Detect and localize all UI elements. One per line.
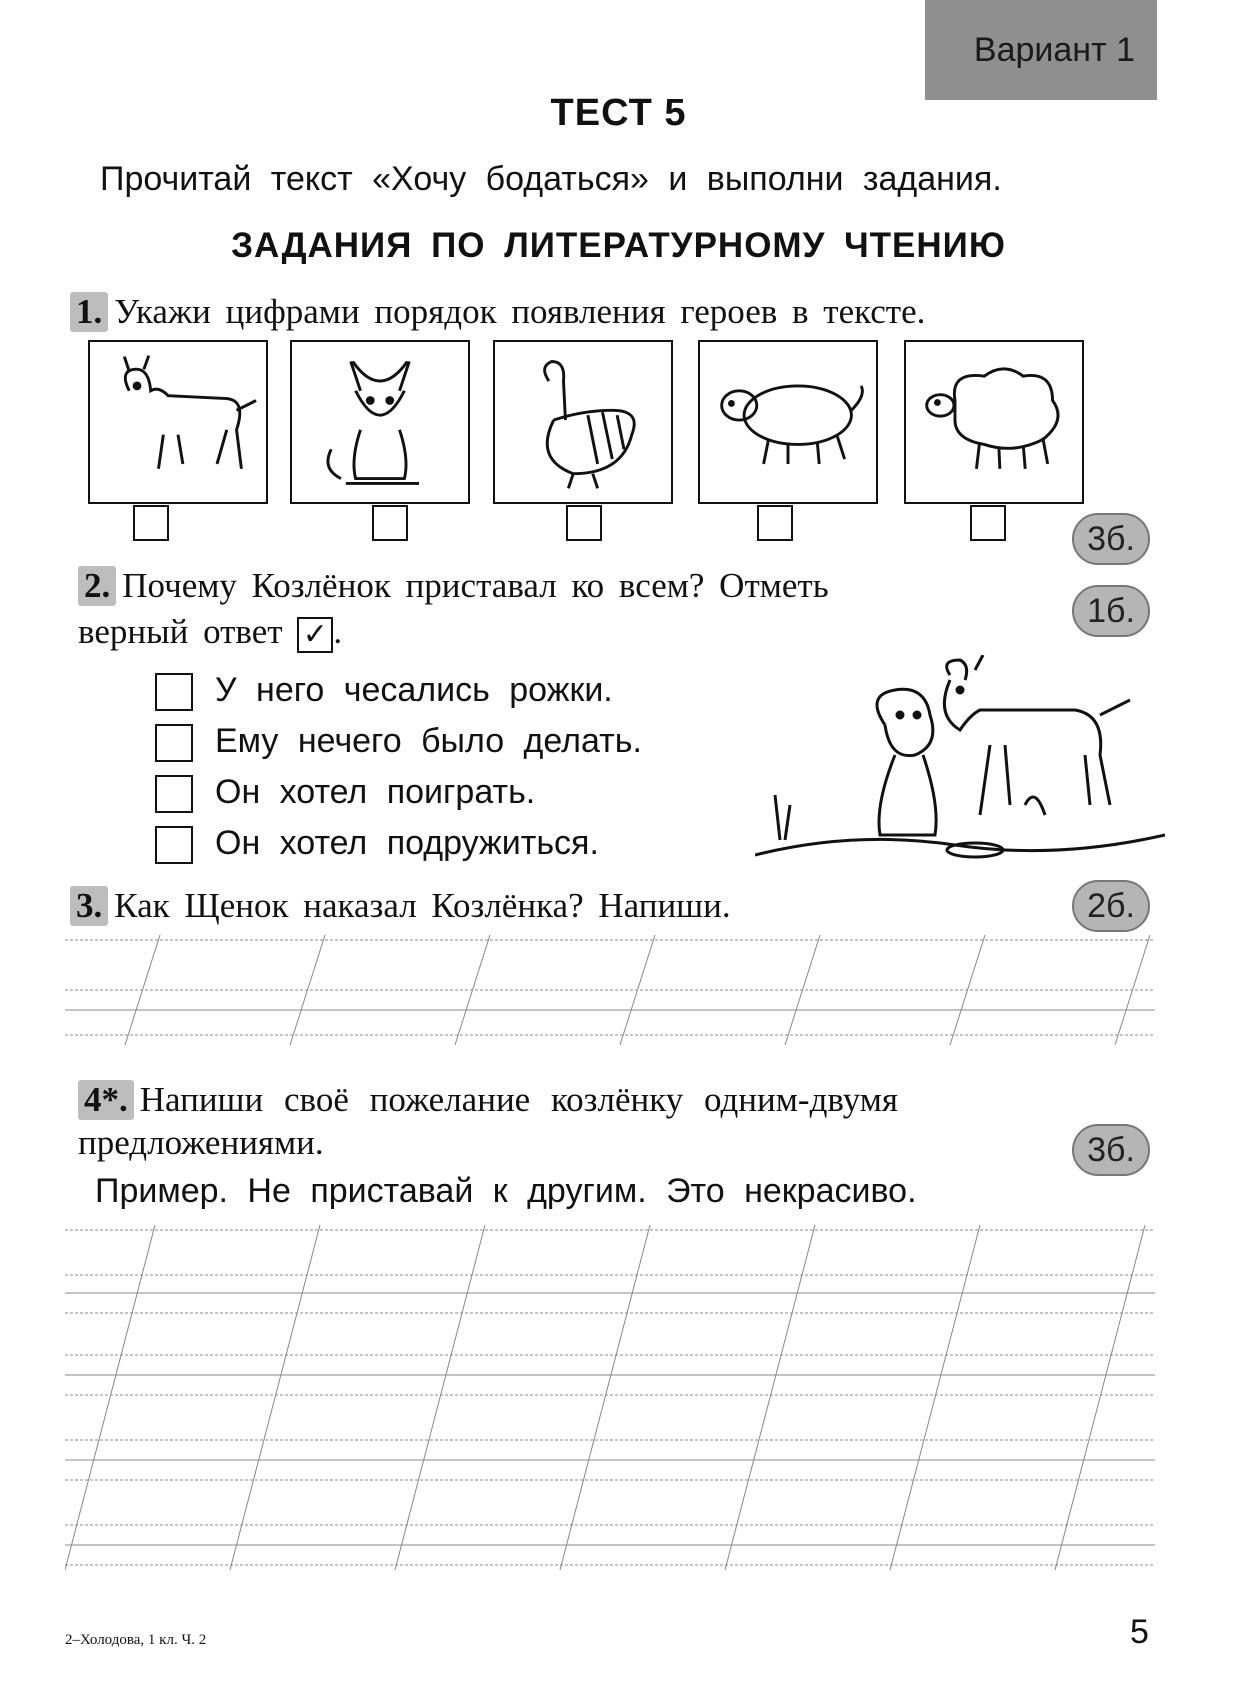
answer-lines-task3[interactable] xyxy=(65,935,1155,1045)
check-mark-icon: ✓ xyxy=(297,617,333,653)
task4-text-line2: предложениями. xyxy=(78,1123,324,1162)
task4-number: 4*. xyxy=(78,1080,134,1120)
task3-number: 3. xyxy=(70,886,108,926)
illustration-puppy-and-goat xyxy=(755,655,1165,875)
task1-heading xyxy=(70,292,925,332)
turkey-icon xyxy=(495,342,671,502)
order-box-5[interactable] xyxy=(970,505,1006,541)
task2-score: 1б. xyxy=(1072,585,1150,637)
answer-option-4-text: Он хотел подружиться. xyxy=(215,824,599,862)
footer-text: 2–Холодова, 1 кл. Ч. 2 xyxy=(65,1632,207,1648)
task3-heading xyxy=(70,886,731,926)
test-title: ТЕСТ 5 xyxy=(550,92,687,134)
order-box-4[interactable] xyxy=(757,505,793,541)
task2-heading xyxy=(78,566,829,606)
writing-lines-task4 xyxy=(65,1225,1155,1570)
task2-period: . xyxy=(333,612,343,651)
task2-text-line1: Почему Козлёнок приставал ко всем? Отметь xyxy=(122,566,829,605)
writing-lines-task3 xyxy=(65,935,1155,1045)
task2-text-line2: верный ответ xyxy=(78,612,283,651)
picture-turkey xyxy=(493,340,673,504)
task2-number: 2. xyxy=(78,566,116,606)
sheep-icon xyxy=(906,342,1082,502)
answer-option-2-text: Ему нечего было делать. xyxy=(215,722,642,760)
goat-icon xyxy=(90,342,266,502)
answer-option-1-text: У него чесались рожки. xyxy=(215,671,613,709)
answer-option-2[interactable] xyxy=(155,722,642,766)
task4-text-line1: Напиши своё пожелание козлёнку одним-двумя xyxy=(139,1080,898,1119)
picture-wolf xyxy=(290,340,470,504)
task1-number: 1. xyxy=(70,292,108,332)
task1-score: 3б. xyxy=(1072,513,1150,565)
answer-checkbox-1[interactable] xyxy=(155,673,193,711)
puppy-and-goat-icon xyxy=(755,655,1165,875)
picture-pig xyxy=(698,340,878,504)
answer-checkbox-2[interactable] xyxy=(155,724,193,762)
task3-text: Как Щенок наказал Козлёнка? Напиши. xyxy=(114,886,731,925)
order-box-2[interactable] xyxy=(372,505,408,541)
wolf-icon xyxy=(292,342,468,502)
intro-text: Прочитай текст «Хочу бодаться» и выполни задания. xyxy=(100,160,1002,198)
picture-sheep xyxy=(904,340,1084,504)
answer-option-3-text: Он хотел поиграть. xyxy=(215,773,536,811)
task4-example: Пример. Не приставай к другим. Это некрасиво. xyxy=(95,1172,917,1210)
variant-label: Вариант 1 xyxy=(925,0,1157,100)
page-number: 5 xyxy=(1130,1613,1149,1651)
task3-score: 2б. xyxy=(1072,880,1150,932)
task4-score: 3б. xyxy=(1072,1124,1150,1176)
order-box-3[interactable] xyxy=(566,505,602,541)
picture-goat xyxy=(88,340,268,504)
section-title: ЗАДАНИЯ ПО ЛИТЕРАТУРНОМУ ЧТЕНИЮ xyxy=(231,226,1006,265)
task4-heading-line2 xyxy=(78,1123,324,1163)
answer-option-4[interactable] xyxy=(155,824,599,868)
order-box-1[interactable] xyxy=(133,505,169,541)
answer-checkbox-4[interactable] xyxy=(155,826,193,864)
pig-icon xyxy=(700,342,876,502)
answer-option-1[interactable] xyxy=(155,671,613,715)
task2-heading-line2 xyxy=(78,612,342,653)
answer-option-3[interactable] xyxy=(155,773,535,817)
answer-lines-task4[interactable] xyxy=(65,1225,1155,1570)
task4-heading xyxy=(78,1080,898,1120)
answer-checkbox-3[interactable] xyxy=(155,775,193,813)
task1-text: Укажи цифрами порядок появления героев в тексте. xyxy=(114,292,926,331)
